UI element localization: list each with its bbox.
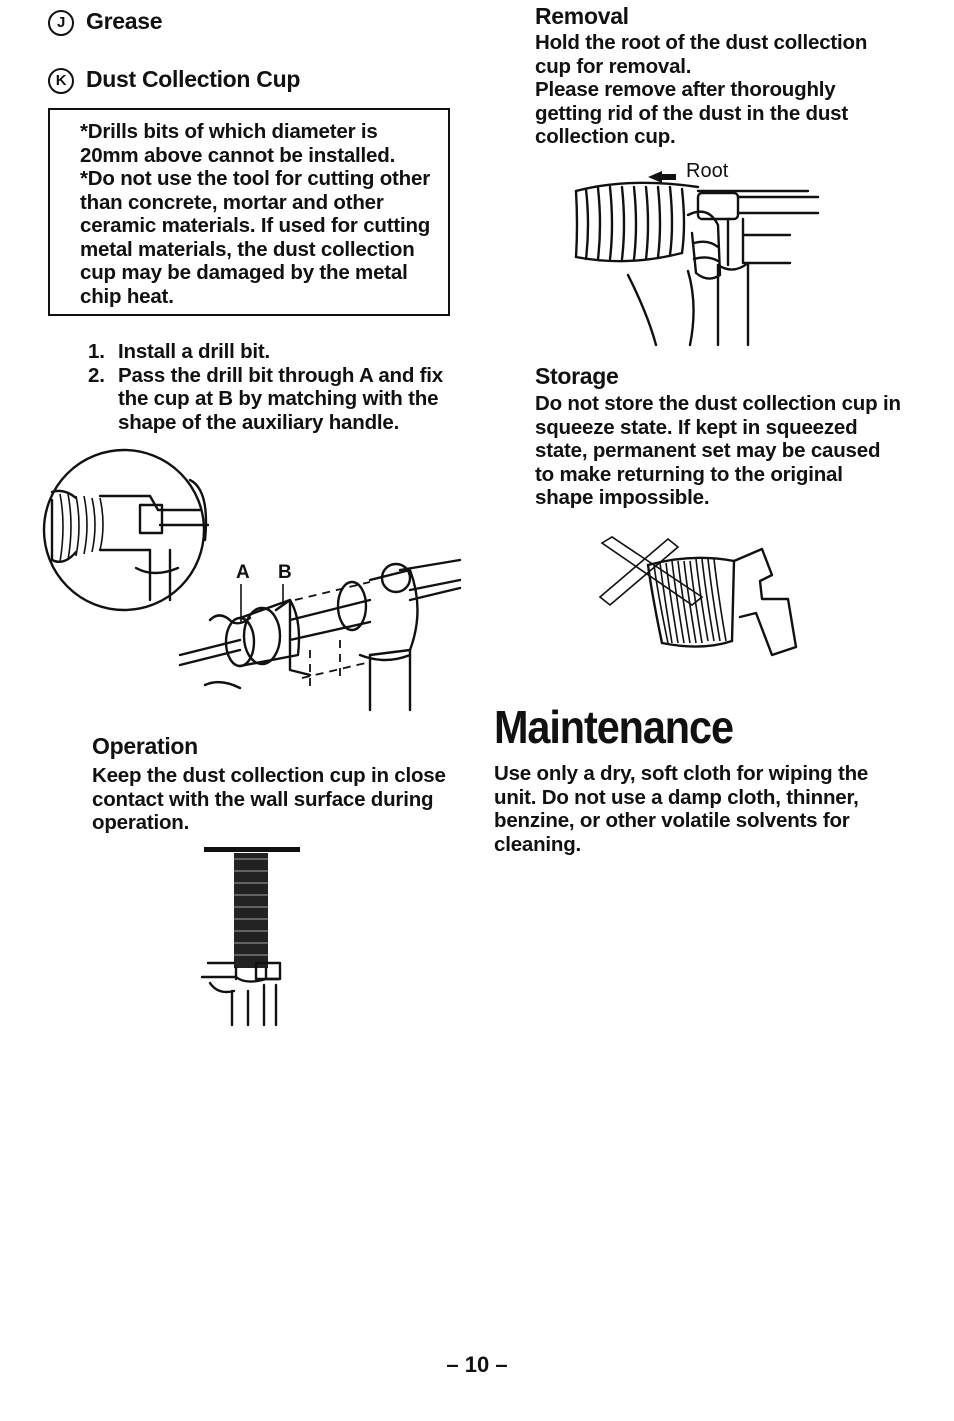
notice-line-2: *Do not use the tool for cutting other than concrete, mortar and other ceramic materials. If used for cutting metal materials, the dust collection cup may be damaged by the metal chip heat. xyxy=(80,167,431,308)
marker-j: J xyxy=(48,10,74,36)
storage-heading: Storage xyxy=(535,363,619,389)
marker-k: K xyxy=(48,68,74,94)
step-2-number: 2. xyxy=(88,363,105,387)
removal-body-2: Please remove after thoroughly getting rid of the dust in the dust collection cup. xyxy=(535,78,848,149)
cross-icon xyxy=(600,537,702,605)
step-2-text: Pass the drill bit through A and fix the cup at B by matching with the shape of the auxiliary handle. xyxy=(118,363,443,434)
step-1-text: Install a drill bit. xyxy=(118,340,271,363)
root-label: Root xyxy=(686,160,729,182)
label-a: A xyxy=(236,562,250,583)
squeezed-cup xyxy=(648,549,796,655)
drill-body xyxy=(210,983,276,1025)
removal-bellows xyxy=(576,183,698,261)
storage-figure xyxy=(592,535,807,660)
storage-body: Do not store the dust collection cup in squeeze state. If kept in squeezed state, permanent set may be caused to make returning to the original shape impossible. xyxy=(535,392,901,510)
step-1 xyxy=(88,340,458,364)
notice-box xyxy=(48,108,450,316)
operation-heading: Operation xyxy=(92,733,198,759)
detail-circle xyxy=(44,450,204,610)
dust-cup-label: Dust Collection Cup xyxy=(86,66,301,92)
maintenance-body: Use only a dry, soft cloth for wiping the unit. Do not use a damp cloth, thinner, benzine, or other volatile solvents for cleaning. xyxy=(494,762,869,856)
grease-label: Grease xyxy=(86,8,163,34)
operation-body: Keep the dust collection cup in close contact with the wall surface during operation. xyxy=(92,764,446,835)
operation-figure xyxy=(196,845,316,1030)
arrow-icon xyxy=(648,171,662,183)
grease-heading xyxy=(48,8,162,36)
removal-heading: Removal xyxy=(535,3,629,29)
removal-body-1: Hold the root of the dust collection cup for removal. xyxy=(535,31,868,78)
page-number: – 10 – xyxy=(446,1352,508,1377)
drill-assembly xyxy=(180,560,460,710)
notice-line-1: *Drills bits of which diameter is 20mm above cannot be installed. xyxy=(80,120,396,167)
label-b: B xyxy=(278,562,292,583)
hand xyxy=(628,212,720,345)
bellows-compressed xyxy=(234,853,268,968)
install-steps xyxy=(88,340,458,434)
removal-figure xyxy=(568,155,828,345)
step-2 xyxy=(88,364,458,435)
wall-line xyxy=(204,847,300,852)
install-figure xyxy=(40,450,460,720)
dust-cup-heading xyxy=(48,66,300,94)
step-1-number: 1. xyxy=(88,340,105,363)
removal-drill xyxy=(698,191,818,345)
maintenance-heading: Maintenance xyxy=(494,701,733,753)
